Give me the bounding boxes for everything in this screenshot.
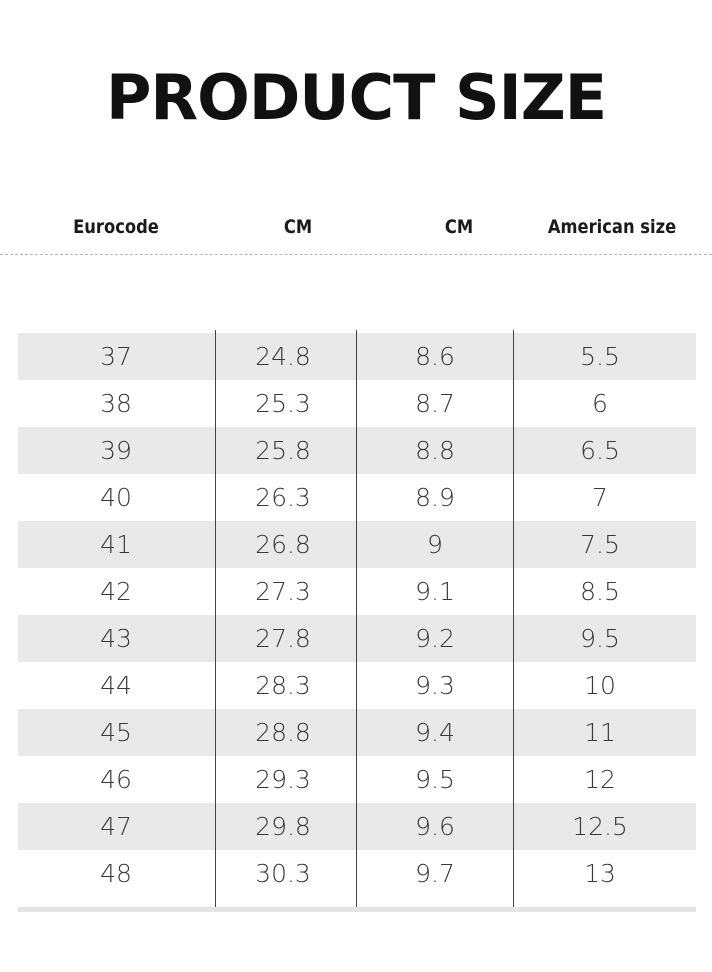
cell-cm: 25.8 <box>255 436 311 465</box>
page-title: PRODUCT SIZE <box>105 61 607 134</box>
table-row <box>18 333 696 380</box>
cell-cm: 24.8 <box>255 342 311 371</box>
table-bottom-bar <box>18 907 696 912</box>
table-row <box>18 380 696 427</box>
cell-cm-inch: 8.8 <box>415 436 455 465</box>
cell-cm: 29.3 <box>255 765 311 794</box>
cell-eurocode: 42 <box>100 577 132 606</box>
header-american-size: American size <box>547 216 677 238</box>
table-header <box>0 212 712 242</box>
cell-cm-inch: 8.9 <box>415 483 455 512</box>
table-row <box>18 850 696 897</box>
cell-american-size: 8.5 <box>580 577 620 606</box>
cell-cm-inch: 9.6 <box>415 812 455 841</box>
cell-eurocode: 47 <box>100 812 132 841</box>
cell-cm-inch: 9.2 <box>415 624 455 653</box>
column-divider <box>513 330 514 907</box>
cell-eurocode: 44 <box>100 671 132 700</box>
size-table <box>18 333 696 907</box>
cell-cm-inch: 9.7 <box>415 859 455 888</box>
cell-cm: 30.3 <box>255 859 311 888</box>
cell-eurocode: 39 <box>100 436 132 465</box>
cell-cm-inch: 8.6 <box>415 342 455 371</box>
table-row <box>18 756 696 803</box>
cell-cm: 27.3 <box>255 577 311 606</box>
header-eurocode: Eurocode <box>73 216 159 238</box>
table-row <box>18 427 696 474</box>
table-row <box>18 709 696 756</box>
cell-cm: 29.8 <box>255 812 311 841</box>
cell-eurocode: 45 <box>100 718 132 747</box>
header-divider <box>0 254 712 255</box>
cell-cm-inch: 9 <box>427 530 443 559</box>
cell-american-size: 11 <box>584 718 616 747</box>
cell-cm-inch: 9.5 <box>415 765 455 794</box>
cell-cm: 28.3 <box>255 671 311 700</box>
table-row <box>18 803 696 850</box>
cell-cm-inch: 9.3 <box>415 671 455 700</box>
header-cm-1: CM <box>283 216 313 238</box>
cell-eurocode: 40 <box>100 483 132 512</box>
cell-american-size: 10 <box>584 671 616 700</box>
cell-cm-inch: 9.1 <box>415 577 455 606</box>
cell-american-size: 9.5 <box>580 624 620 653</box>
cell-american-size: 5.5 <box>580 342 620 371</box>
cell-american-size: 6 <box>592 389 608 418</box>
table-row <box>18 474 696 521</box>
header-cm-2: CM <box>444 216 474 238</box>
cell-cm-inch: 9.4 <box>415 718 455 747</box>
cell-american-size: 12.5 <box>572 812 628 841</box>
table-row <box>18 615 696 662</box>
cell-american-size: 13 <box>584 859 616 888</box>
column-divider <box>356 330 357 907</box>
cell-american-size: 6.5 <box>580 436 620 465</box>
cell-cm-inch: 8.7 <box>415 389 455 418</box>
cell-cm: 26.8 <box>255 530 311 559</box>
cell-american-size: 7 <box>592 483 608 512</box>
table-row <box>18 662 696 709</box>
cell-american-size: 7.5 <box>580 530 620 559</box>
cell-cm: 27.8 <box>255 624 311 653</box>
cell-eurocode: 46 <box>100 765 132 794</box>
table-row <box>18 568 696 615</box>
cell-eurocode: 37 <box>100 342 132 371</box>
cell-eurocode: 41 <box>100 530 132 559</box>
cell-eurocode: 48 <box>100 859 132 888</box>
column-divider <box>215 330 216 907</box>
cell-cm: 26.3 <box>255 483 311 512</box>
cell-eurocode: 43 <box>100 624 132 653</box>
cell-eurocode: 38 <box>100 389 132 418</box>
cell-cm: 25.3 <box>255 389 311 418</box>
cell-cm: 28.8 <box>255 718 311 747</box>
cell-american-size: 12 <box>584 765 616 794</box>
table-row <box>18 521 696 568</box>
